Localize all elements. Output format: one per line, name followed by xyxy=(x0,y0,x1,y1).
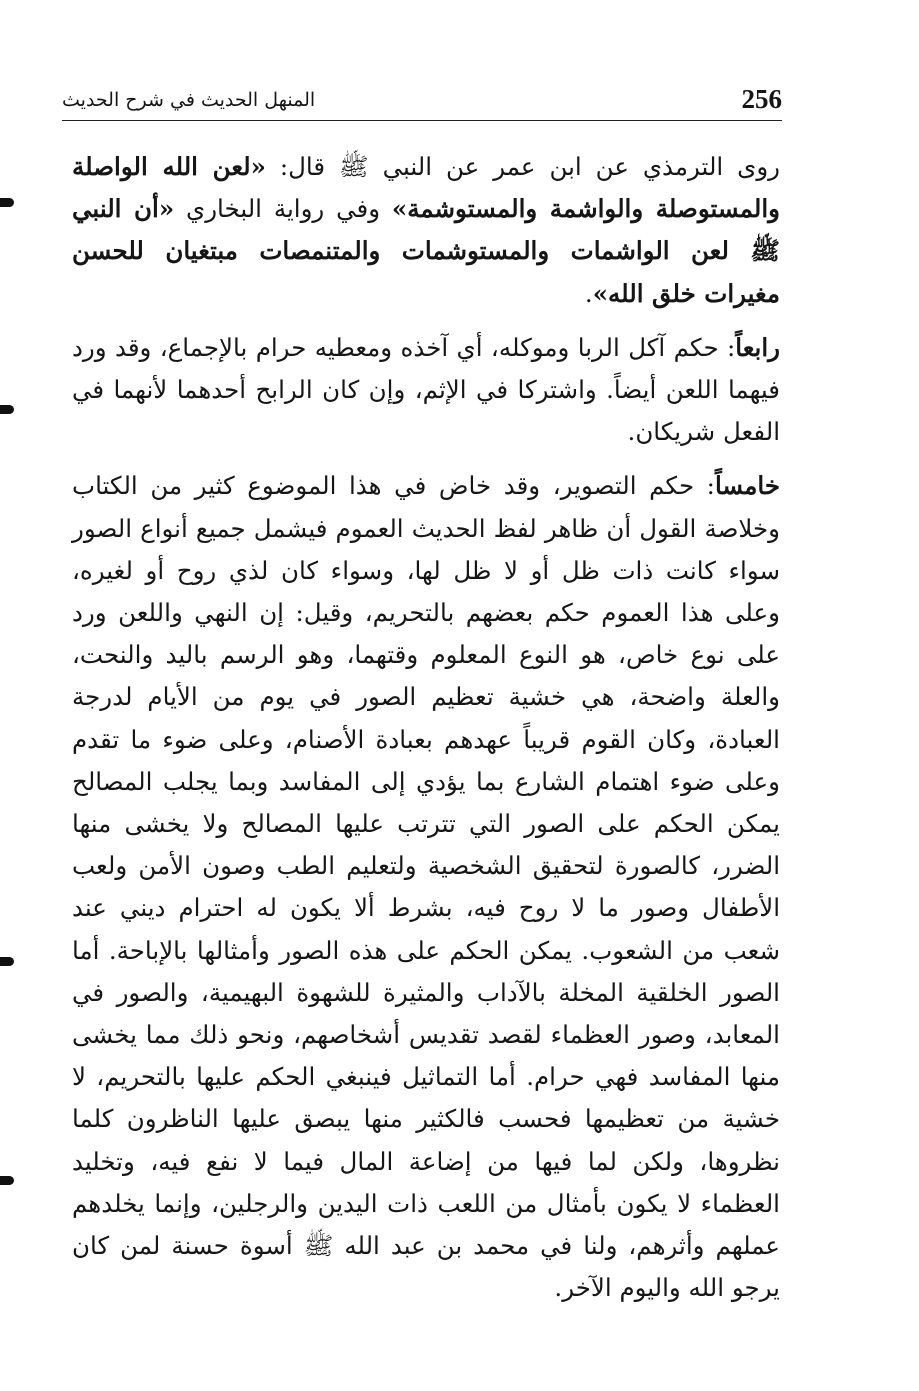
paragraph-text: روى الترمذي عن ابن عمر عن النبي ﷺ قال: xyxy=(265,152,780,181)
paragraph-fourth xyxy=(72,327,780,454)
binding-hole-mark xyxy=(0,1176,14,1185)
section-lead: رابعاً xyxy=(735,332,780,362)
page-header xyxy=(62,80,782,121)
binding-hole-mark xyxy=(0,405,14,414)
paragraph-hadith xyxy=(72,146,780,315)
running-title: المنهل الحديث في شرح الحديث xyxy=(62,89,316,111)
binding-hole-mark xyxy=(0,198,14,207)
hadith-quote: «لعن الله الواصلة والمستوصلة والواشمة والمستوشمة» xyxy=(72,152,781,224)
paragraph-text: : حكم التصوير، وقد خاض في هذا الموضوع كثير من الكتاب وخلاصة القول أن ظاهر لفظ الحديث العموم فيشمل جميع أنواع الصور سواء كانت ذات ظل أو لا ظل لها، وسواء كان لذي روح أو لغيره، وعلى هذا العموم حكم بعضهم بالتحريم، وقيل: إن النهي واللعن ورد على نوع خاص، هو النوع المعلوم وقتهما، وهو الرسم باليد والنحت، والعلة واضحة، هي خشية تعظيم الصور في يوم من الأيام لدرجة العبادة، وكان القوم قريباً عهدهم بعبادة الأصنام، وعلى ضوء ما تقدم وعلى ضوء اهتمام الشارع بما يؤدي إلى المفاسد وبما يجلب المصالح يمكن الحكم على الصور التي تترتب عليها المصالح ولا يخشى منها الضرر، كالصورة لتحقيق الشخصية ولتعليم الطب وصون الأمن ولعب الأطفال وصور ما لا روح فيه، بشرط ألا يكون له احترام ديني عند شعب من الشعوب. يمكن الحكم على هذه الصور وأمثالها بالإباحة. أما الصور الخلقية المخلة بالآداب والمثيرة للشهوة البهيمية، والصور في المعابد، وصور العظماء لقصد تقديس أشخاصهم، ونحو ذلك مما يخشى منها المفاسد فهي حرام. أما التماثيل فينبغي الحكم عليها بالتحريم، لا خشية من تعظيمها فحسب فالكثير منها يبصق عليها الناظرون كلما نظروها، ولكن لما فيها من إضاعة المال فيما لا نفع فيه، وتخليد العظماء لا يكون بأمثال من اللعب ذات اليدين والرجلين، وإنما يخلدهم عملهم وأثرهم، ولنا في محمد بن عبد الله ﷺ أسوة حسنة لمن كان يرجو الله واليوم الآخر. xyxy=(72,471,780,1303)
page-number: 256 xyxy=(741,84,782,114)
page-body xyxy=(72,146,780,1309)
hadith-quote: «أن النبي ﷺ لعن الواشمات والمستوشمات والمتنمصات مبتغيان للحسن مغيرات خلق الله» xyxy=(72,194,780,308)
paragraph-text: وفي رواية البخاري xyxy=(174,194,392,224)
binding-hole-mark xyxy=(0,957,14,966)
paragraph-text: . xyxy=(584,278,593,308)
paragraph-text: : حكم آكل الربا وموكله، أي آخذه ومعطيه حرام بالإجماع، وقد ورد فيهما اللعن أيضاً. واشتركا في الإثم، وإن كان الرابح أحدهما لأنهما في الفعل شريكان. xyxy=(72,332,780,447)
paragraph-fifth xyxy=(72,465,780,1309)
section-lead: خامساً xyxy=(714,471,780,501)
